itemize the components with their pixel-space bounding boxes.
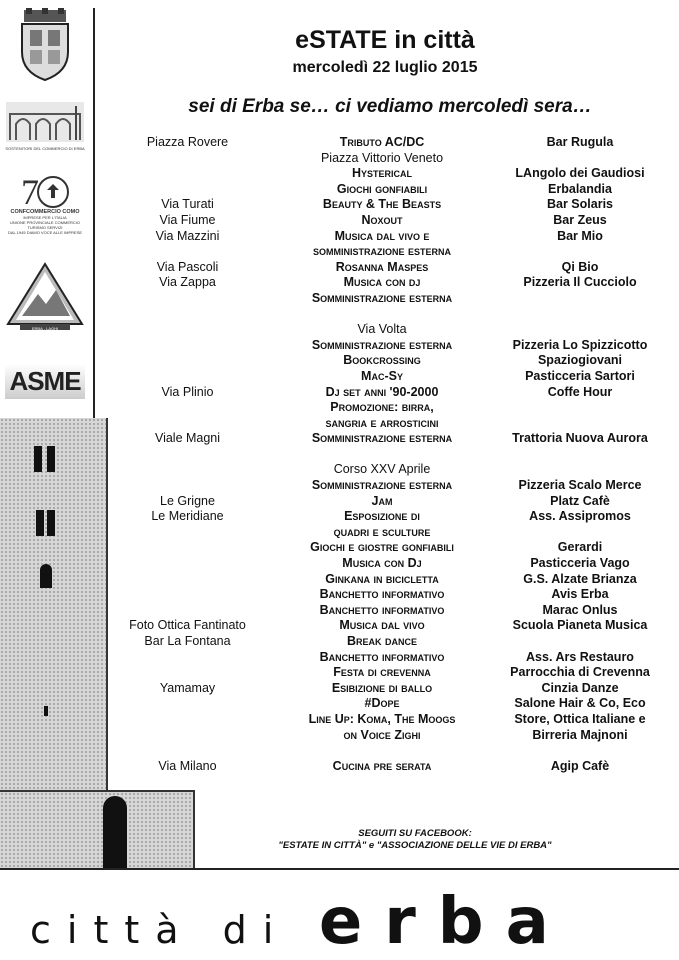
facebook-pages: "ESTATE IN CITTÀ" e "ASSOCIAZIONE DELLE VIE DI ERBA" [278, 840, 552, 851]
row-venue: Scuola Pianeta Musica [512, 618, 648, 633]
event-row [100, 634, 679, 650]
row-venue: Coffe Hour [547, 384, 613, 399]
row-venue: Erbalandia [548, 181, 612, 196]
row-event: Break dance [346, 634, 417, 648]
row-event: #Dope [364, 696, 400, 711]
event-row [100, 462, 679, 478]
arches-icon [6, 100, 84, 146]
row-event: Banchetto informativo [319, 587, 445, 602]
row-event: Beauty & The Beasts [322, 197, 442, 212]
tower-slit [44, 706, 48, 716]
coat-of-arms-icon [16, 8, 74, 82]
row-event: Rosanna Maspes [335, 259, 429, 274]
event-row [100, 275, 679, 291]
event-row [100, 525, 679, 541]
row-venue: Trattoria Nuova Aurora [512, 431, 648, 446]
row-event: Cucina pre serata [332, 758, 432, 773]
row-venue: Birreria Majnoni [532, 727, 628, 742]
row-event: Giochi gonfiabili [336, 181, 428, 196]
event-row [100, 665, 679, 681]
confcommercio-line2: UNIONE PROVINCIALE COMMERCIO TURISMO SERVIZI [9, 220, 80, 230]
row-event: Esibizione di ballo [331, 680, 433, 695]
row-venue: Salone Hair & Co, Eco [514, 696, 646, 711]
row-place: Le Grigne [160, 493, 215, 508]
row-event: somministrazione esterna [313, 244, 451, 259]
asme-wordmark: ASME [5, 364, 84, 399]
row-event: Musica dal vivo e [334, 228, 430, 243]
row-event: Somministrazione esterna [311, 337, 453, 352]
row-venue: Bar Zeus [553, 212, 607, 227]
row-venue: Avis Erba [551, 587, 609, 602]
event-row [100, 213, 679, 229]
row-place: Via Fiume [159, 212, 216, 227]
row-event: Musica dal vivo [339, 618, 425, 633]
row-event: Dj set anni '90-2000 [325, 384, 439, 399]
event-row [100, 229, 679, 245]
row-event: Musica con dj [343, 275, 421, 290]
tower-window [47, 446, 55, 472]
page-title: eSTATE in città [295, 26, 475, 54]
row-place: Foto Ottica Fantinato [129, 618, 246, 633]
row-place: Via Mazzini [155, 228, 220, 243]
event-row [100, 556, 679, 572]
event-row [100, 743, 679, 759]
tower-window [34, 446, 42, 472]
event-row [100, 322, 679, 338]
row-place: Le Meridiane [151, 509, 224, 524]
event-row [100, 151, 679, 167]
event-row [100, 759, 679, 775]
row-venue: Agip Cafè [550, 758, 610, 773]
event-row [100, 728, 679, 744]
tower-window [36, 510, 44, 536]
event-row [100, 416, 679, 432]
mountain-triangle-icon [6, 262, 84, 332]
event-row [100, 572, 679, 588]
row-place: Piazza Rovere [146, 135, 229, 149]
row-venue: Cinzia Danze [541, 680, 619, 695]
event-row [100, 494, 679, 510]
row-venue: Platz Cafè [550, 493, 610, 508]
row-venue: Store, Ottica Italiane e [514, 711, 646, 726]
event-row [100, 135, 679, 151]
row-venue: Bar Solaris [546, 197, 613, 212]
event-row [100, 338, 679, 354]
row-event: Banchetto informativo [319, 649, 445, 664]
event-row [100, 385, 679, 401]
row-venue: Pizzeria Il Cucciolo [523, 275, 637, 290]
row-event: Giochi e giostre gonfiabili [310, 540, 454, 555]
row-event: Somministrazione esterna [311, 431, 453, 446]
event-row [100, 166, 679, 182]
event-row [100, 369, 679, 385]
row-place: Via Milano [158, 758, 217, 773]
triangle-logo [8, 262, 82, 331]
building-door [103, 796, 127, 868]
row-event: Jam [371, 493, 393, 508]
row-venue: Pasticceria Vago [530, 556, 630, 571]
row-event: Mac-Sy [361, 368, 403, 383]
row-place: Via Plinio [161, 384, 214, 399]
row-place: Via Zappa [159, 275, 216, 290]
heritage-logo [5, 100, 85, 151]
row-event: Festa di crevenna [333, 665, 431, 680]
building-illustration [0, 790, 195, 870]
tower-window [47, 510, 55, 536]
asme-logo [8, 364, 82, 399]
row-venue: Ass. Ars Restauro [526, 649, 634, 664]
confcommercio-logo [8, 170, 82, 235]
row-place: Yamamay [159, 680, 216, 695]
row-event: sangria e arrosticini [325, 415, 439, 430]
row-venue: Spaziogiovani [537, 353, 623, 368]
facebook-note [200, 828, 630, 852]
event-row [100, 618, 679, 634]
row-event: Tributo AC/DC [339, 135, 425, 149]
event-row [100, 291, 679, 307]
row-event: Corso XXV Aprile [333, 462, 431, 477]
event-row [100, 696, 679, 712]
row-venue: Marac Onlus [542, 602, 618, 617]
row-venue: Gerardi [557, 540, 603, 555]
event-row [100, 244, 679, 260]
row-event: Hysterical [351, 166, 413, 181]
row-event: Musica con Dj [342, 556, 422, 571]
row-place: Via Pascoli [156, 259, 219, 274]
brand-citta-di: città di [30, 908, 290, 952]
event-row [100, 307, 679, 323]
event-row [100, 431, 679, 447]
row-venue: Bar Mio [557, 228, 603, 243]
row-event: on Voice Zighi [343, 727, 421, 742]
row-event: Promozione: birra, [330, 400, 434, 415]
row-event: Somministrazione esterna [311, 478, 453, 493]
brand-erba: erba [318, 885, 571, 959]
event-row [100, 400, 679, 416]
heritage-caption: SOSTENITORI DEL COMMERCIO DI ERBA [5, 146, 85, 151]
city-brand [30, 885, 571, 959]
event-row [100, 603, 679, 619]
event-date: mercoledì 22 luglio 2015 [292, 59, 478, 76]
row-venue: LAngolo dei Gaudiosi [515, 166, 645, 181]
row-event: Piazza Vittorio Veneto [320, 150, 444, 165]
row-venue: Pizzeria Scalo Merce [518, 478, 642, 493]
row-event: quadri e sculture [333, 524, 431, 539]
row-venue: Ass. Assipromos [529, 509, 631, 524]
tower-window [40, 564, 52, 588]
event-row [100, 182, 679, 198]
events-table [100, 135, 679, 774]
row-place: Via Turati [161, 197, 214, 212]
event-row [100, 540, 679, 556]
facebook-label: SEGUITI SU FACEBOOK: [358, 828, 472, 839]
event-row [100, 681, 679, 697]
event-row [100, 650, 679, 666]
row-venue: Bar Rugula [546, 135, 614, 149]
row-venue: Pasticceria Sartori [525, 368, 635, 383]
row-venue: Qi Bio [561, 259, 599, 274]
event-row [100, 353, 679, 369]
divider-line [93, 8, 95, 428]
ground-line [0, 868, 679, 870]
confcommercio-line3: DAL 1945 DIAMO VOCE ALLE IMPRESE [7, 230, 83, 235]
svg-text:7: 7 [21, 172, 39, 210]
confcommercio-name: CONFCOMMERCIO COMO [10, 209, 80, 215]
event-row [100, 509, 679, 525]
event-row [100, 260, 679, 276]
sponsor-logos [0, 0, 95, 430]
row-place: Bar La Fontana [144, 634, 231, 648]
row-event: Esposizione di [344, 509, 420, 524]
event-row [100, 197, 679, 213]
row-event: Ginkana in bicicletta [325, 571, 439, 586]
row-place: Viale Magni [154, 431, 221, 446]
event-row [100, 478, 679, 494]
tagline: sei di Erba se… ci vediamo mercoledì sera… [188, 96, 592, 117]
event-row [100, 447, 679, 463]
row-event: Via Volta [357, 322, 407, 337]
row-event: Somministrazione esterna [311, 290, 453, 305]
row-venue: Parrocchia di Crevenna [510, 665, 650, 680]
confcommercio-line1: IMPRESE PER L'ITALIA [23, 215, 67, 220]
row-event: Noxout [361, 212, 403, 227]
seventy-anniversary-icon [15, 170, 75, 210]
row-event: Bookcrossing [343, 353, 421, 368]
event-row [100, 712, 679, 728]
row-event: Line Up: Koma, The Moogs [308, 711, 456, 726]
coat-of-arms-logo [8, 8, 82, 82]
row-venue: G.S. Alzate Brianza [523, 571, 637, 586]
triangle-caption: ERBA - LAGHI [31, 326, 59, 331]
row-venue: Pizzeria Lo Spizzicotto [512, 337, 648, 352]
event-row [100, 587, 679, 603]
row-event: Banchetto informativo [319, 602, 445, 617]
